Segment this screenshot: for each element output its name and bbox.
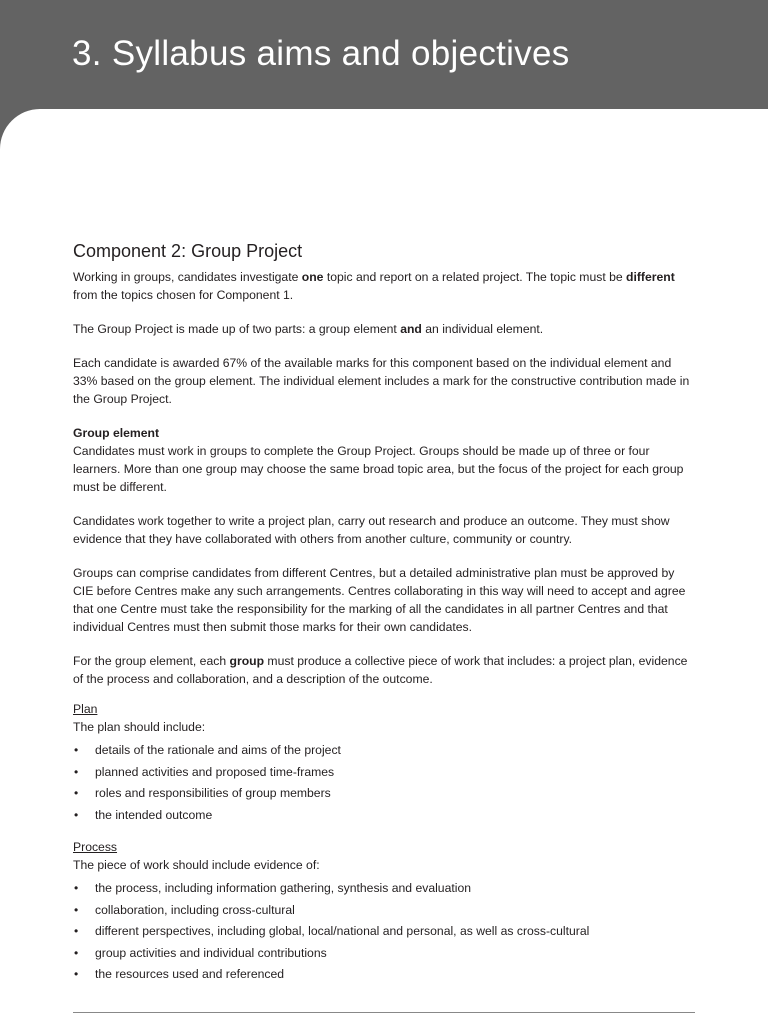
list-item	[73, 900, 698, 922]
paragraph-groups: Candidates must work in groups to complete the Group Project. Groups should be made up of three or four learners. More than one group may choose the same broad topic area, but the focus of the project for each group must be different.	[73, 444, 684, 494]
footer-rule	[73, 1012, 695, 1013]
list-item-text: the process, including information gathering, synthesis and evaluation	[95, 881, 472, 895]
text-run: from the topics chosen for Component 1.	[73, 288, 294, 302]
list-item	[73, 762, 698, 784]
bullet-icon: •	[74, 902, 79, 917]
text-run: Working in groups, candidates investigate	[73, 270, 302, 284]
bullet-icon: •	[74, 881, 79, 895]
list-item-text: different perspectives, including global, local/national and personal, as well as cross-cultural	[95, 924, 590, 938]
paragraph-marks: Each candidate is awarded 67% of the available marks for this component based on the individual element and 33% based on the group element. The individual element includes a mark for the constructive contribution made in the Group Project.	[73, 356, 690, 406]
list-item-text: collaboration, including cross-cultural	[95, 902, 295, 917]
bold-text: different	[626, 270, 675, 284]
process-intro: The piece of work should include evidence of:	[73, 858, 320, 872]
text-run: must produce a collective piece of work that includes: a project plan, evidence of the process and collaboration, and a description of the outcome.	[73, 654, 688, 686]
group-element-heading: Group element	[73, 426, 160, 440]
text-run: The Group Project is made up of two parts: a group element	[73, 322, 401, 336]
bullet-icon: •	[74, 967, 79, 981]
bold-text: one	[301, 270, 324, 284]
page-title: 3. Syllabus aims and objectives	[72, 34, 570, 73]
header-curve-mask	[0, 109, 80, 189]
text-run: topic and report on a related project. The topic must be	[323, 270, 627, 284]
list-item-text: the resources used and referenced	[95, 967, 285, 981]
plan-list	[73, 740, 698, 826]
list-item	[73, 943, 698, 965]
bullet-icon: •	[74, 786, 79, 800]
list-item	[73, 921, 698, 943]
list-item	[73, 878, 698, 900]
main-content	[73, 240, 698, 998]
plan-label: Plan	[73, 702, 98, 716]
list-item	[73, 805, 698, 827]
list-item-text: the intended outcome	[95, 807, 213, 822]
process-label: Process	[73, 840, 118, 854]
list-item-text: planned activities and proposed time-frames	[95, 764, 335, 779]
bullet-icon: •	[74, 807, 79, 822]
plan-intro: The plan should include:	[73, 720, 206, 734]
bullet-icon: •	[74, 743, 79, 757]
section-heading: Component 2: Group Project	[73, 241, 303, 261]
bold-text: and	[400, 322, 422, 336]
text-run: an individual element.	[421, 322, 544, 336]
bullet-icon: •	[74, 924, 79, 938]
text-run: For the group element, each	[73, 654, 230, 668]
paragraph-parts	[73, 320, 698, 338]
process-list	[73, 878, 698, 986]
list-item-text: group activities and individual contributions	[95, 945, 327, 960]
bold-text: group	[229, 654, 265, 668]
bullet-icon: •	[74, 945, 79, 960]
paragraph-collective-work	[73, 652, 698, 688]
list-item	[73, 783, 698, 805]
bullet-icon: •	[74, 764, 79, 779]
paragraph-collaboration: Candidates work together to write a project plan, carry out research and produce an outcome. They must show evidence that they have collaborated with others from another culture, community or country.	[73, 514, 670, 546]
list-item	[73, 740, 698, 762]
list-item-text: details of the rationale and aims of the project	[95, 743, 341, 757]
list-item-text: roles and responsibilities of group members	[95, 786, 331, 800]
list-item	[73, 964, 698, 986]
paragraph-intro	[73, 268, 698, 304]
paragraph-centres: Groups can comprise candidates from different Centres, but a detailed administrative plan must be approved by CIE before Centres make any such arrangements. Centres collaborating in this way will need to accept and agree that one Centre must take the responsibility for the marking of all the candidates in all partner Centres and that individual Centres must then submit those marks for their own candidates.	[73, 566, 686, 634]
